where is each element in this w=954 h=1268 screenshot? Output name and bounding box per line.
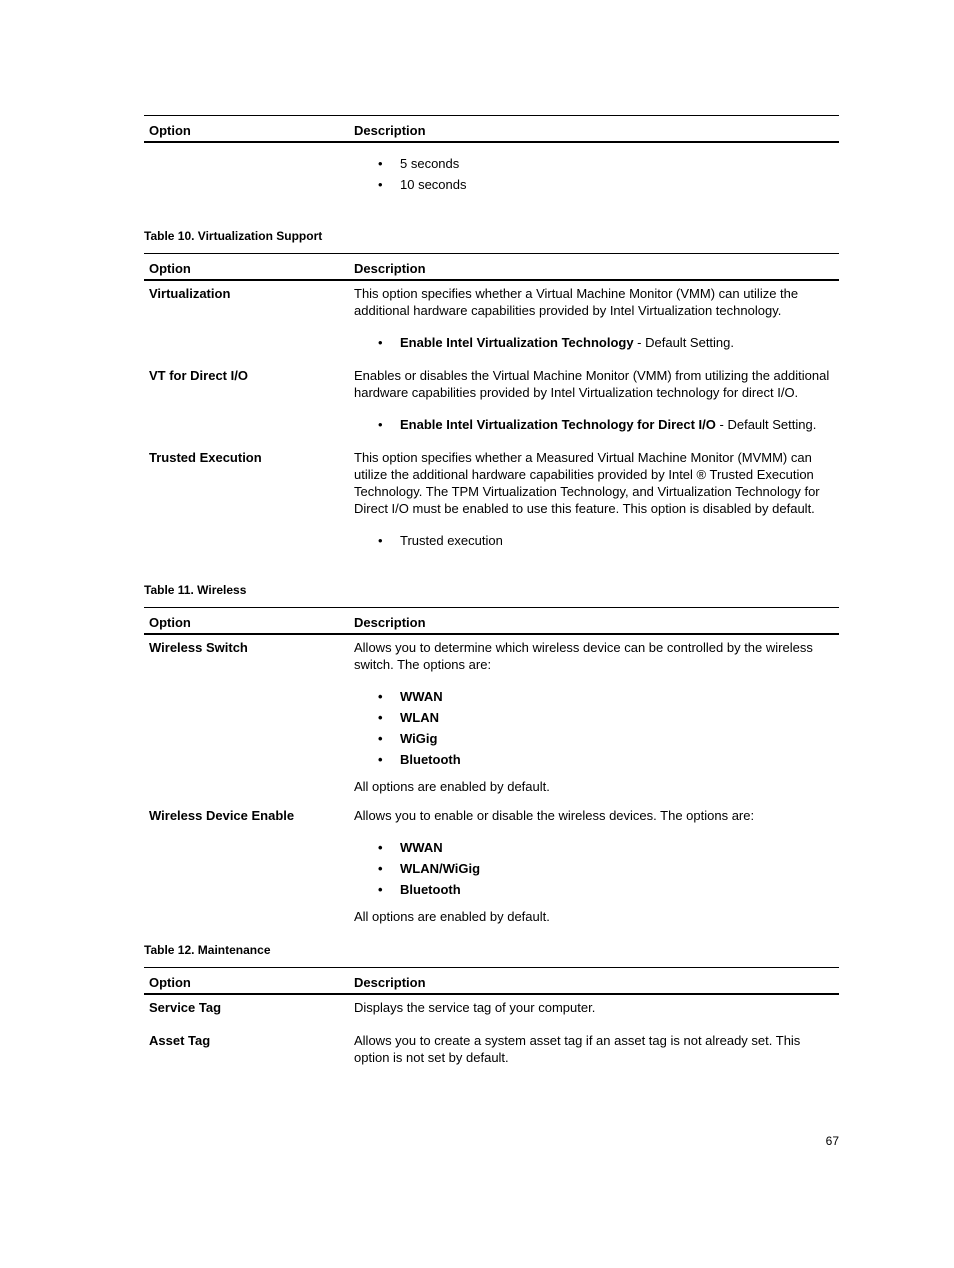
option-wireless-switch: Wireless Switch: [149, 640, 248, 655]
timeout-options: [354, 153, 834, 195]
list-item: • 10 seconds: [400, 174, 834, 195]
list-item: • Bluetooth: [400, 879, 834, 900]
header-description: Description: [349, 116, 839, 143]
list-item: • Trusted execution: [400, 530, 834, 551]
table-row: [144, 1028, 839, 1068]
list-item: • WLAN/WiGig: [400, 858, 834, 879]
table-12-caption: Table 12. Maintenance: [144, 943, 271, 957]
page-number: 67: [825, 1134, 839, 1148]
table-row: [144, 803, 839, 927]
list-item: • Enable Intel Virtualization Technology for Direct I/O - Default Setting.: [400, 414, 834, 435]
table-row: [144, 994, 839, 1028]
header-option: Option: [144, 116, 349, 143]
table-11-caption: Table 11. Wireless: [144, 583, 247, 597]
description: This option specifies whether a Measured Virtual Machine Monitor (MVMM) can utilize the additional hardware capabilities provided by Intel ® Trusted Execution Technology. The TPM Virtualization Technology, and Virtualization Technology for Direct I/O must be enabled to use this feature. This option is disabled by default.: [354, 450, 820, 516]
continued-table: [144, 115, 839, 205]
wireless-table: [144, 607, 839, 927]
list-item: • WWAN: [400, 686, 834, 707]
header-description: Description: [349, 968, 839, 995]
option-asset-tag: Asset Tag: [149, 1033, 211, 1048]
table-row: [144, 634, 839, 803]
maintenance-table: [144, 967, 839, 1068]
list-item: • WLAN: [400, 707, 834, 728]
list-item: • WiGig: [400, 728, 834, 749]
description: Displays the service tag of your computer.: [354, 1000, 596, 1015]
note: All options are enabled by default.: [354, 779, 550, 794]
description: This option specifies whether a Virtual Machine Monitor (VMM) can utilize the additional hardware capabilities provided by Intel Virtualization technology.: [354, 286, 799, 318]
option-virtualization: Virtualization: [149, 286, 231, 301]
header-option: Option: [144, 608, 349, 635]
table-row: [144, 280, 839, 363]
option-trusted-execution: Trusted Execution: [149, 450, 262, 465]
list-item: • Bluetooth: [400, 749, 834, 770]
description: Allows you to determine which wireless device can be controlled by the wireless switch. The options are:: [354, 640, 813, 672]
header-option: Option: [144, 254, 349, 281]
virtualization-table: [144, 253, 839, 561]
description: Enables or disables the Virtual Machine Monitor (VMM) from utilizing the additional hardware capabilities provided by Intel Virtualization technology for direct I/O.: [354, 368, 830, 400]
table-10-caption: Table 10. Virtualization Support: [144, 229, 323, 243]
table-row: [144, 445, 839, 561]
header-description: Description: [349, 254, 839, 281]
option-wireless-device-enable: Wireless Device Enable: [149, 808, 295, 823]
table-row: [144, 363, 839, 445]
list-item: • WWAN: [400, 837, 834, 858]
list-item: • Enable Intel Virtualization Technology - Default Setting.: [400, 332, 834, 353]
page-content: [144, 115, 839, 1068]
option-service-tag: Service Tag: [149, 1000, 222, 1015]
description: Allows you to create a system asset tag if an asset tag is not already set. This option is not set by default.: [354, 1033, 801, 1065]
header-description: Description: [349, 608, 839, 635]
description: Allows you to enable or disable the wireless devices. The options are:: [354, 808, 755, 823]
list-item: • 5 seconds: [400, 153, 834, 174]
header-option: Option: [144, 968, 349, 995]
option-vt-direct-io: VT for Direct I/O: [149, 368, 248, 383]
note: All options are enabled by default.: [354, 909, 550, 924]
